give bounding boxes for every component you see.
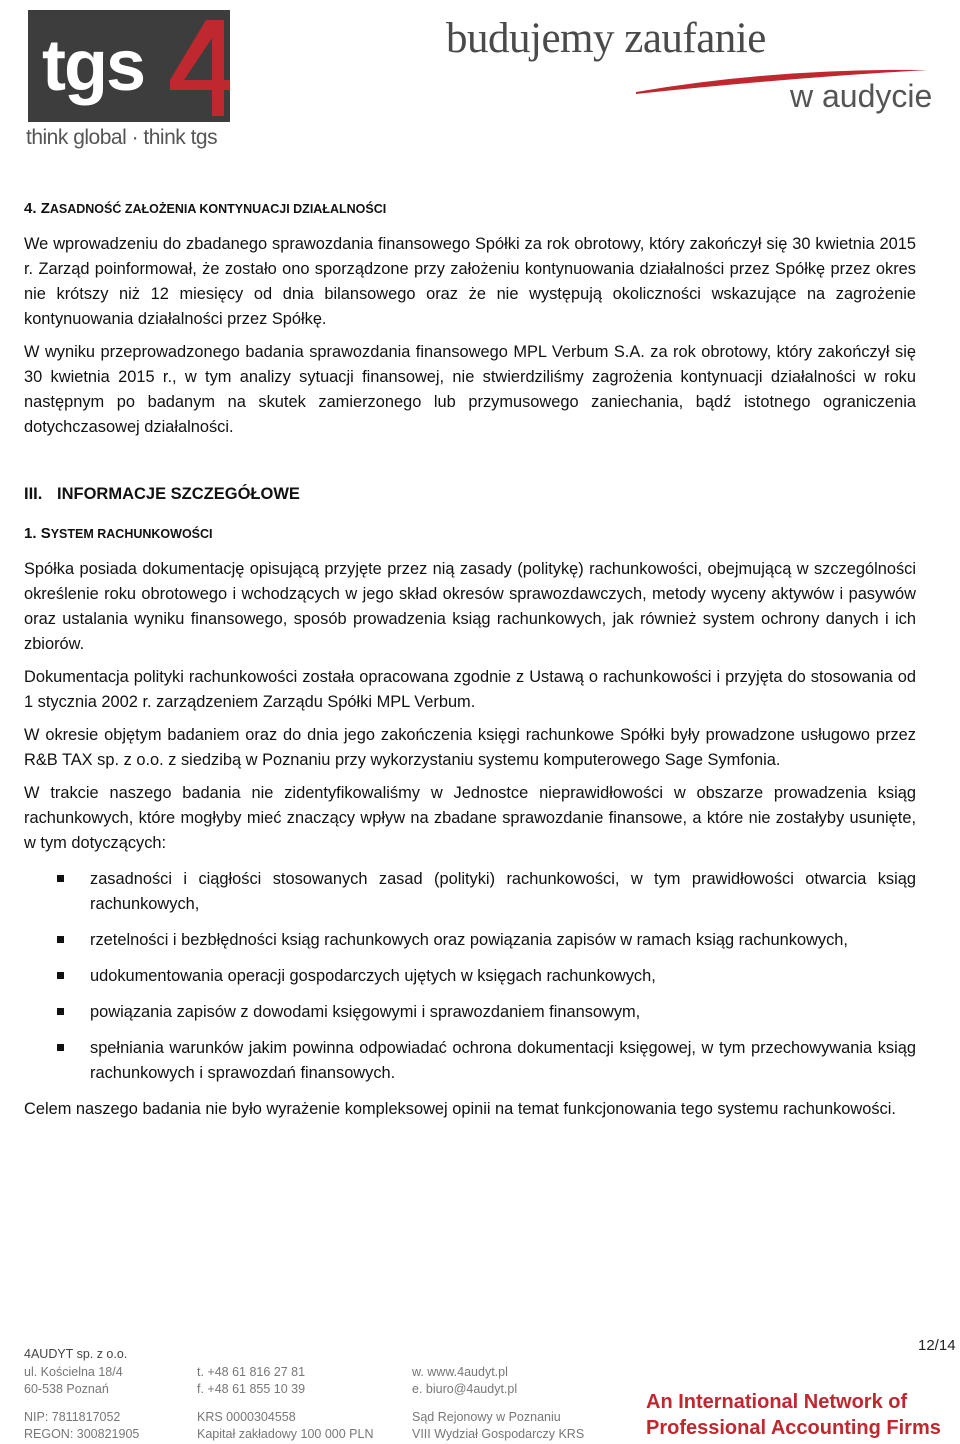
section-4-title: ASADNOŚĆ ZAŁOŻENIA KONTYNUACJI DZIAŁALNOŚCI (49, 202, 387, 216)
section-4-title-cap: Z (40, 200, 50, 217)
list-item: spełniania warunków jakim powinna odpowiadać ochrona dokumentacji księgowej, w tym przechowywania ksiąg rachunkowych i sprawozdań finansowych. (24, 1036, 916, 1086)
section-1-title: YSTEM RACHUNKOWOŚCI (50, 527, 213, 541)
section-1-paragraph-3: W okresie objętym badaniem oraz do dnia jego zakończenia księgi rachunkowe Spółki były prowadzone usługowo przez R&B TAX sp. z o.o. z siedzibą w Poznaniu przy wykorzystaniu systemu komputerowego Sage Symfonia. (24, 726, 916, 769)
logo-text: tgs (42, 26, 144, 106)
square-bullet-icon (57, 1044, 64, 1051)
section-1-paragraph-4: W trakcie naszego badania nie zidentyfikowaliśmy w Jednostce nieprawidłowości w obszarze prowadzenia ksiąg rachunkowych, które mogłyby mieć znaczący wpływ na zbadane sprawozdanie finansowe, a które nie zostałyby usunięte, w tym dotyczących: (24, 784, 916, 852)
square-bullet-icon (57, 875, 64, 882)
page-number: 12/14 (918, 1337, 956, 1354)
footer-nip: NIP: 7811817052 (24, 1410, 121, 1424)
list-item: udokumentowania operacji gospodarczych ujętych w księgach rachunkowych, (24, 964, 916, 989)
network-line-2: Professional Accounting Firms (646, 1417, 941, 1439)
section-1-paragraph-1: Spółka posiada dokumentację opisującą przyjęte przez nią zasady (politykę) rachunkowości, obejmującą w szczególności określenie roku obrotowego i wchodzących w jego skład okresów sprawozdawczych, metody wyceny aktywów i pasywów oraz ustalania wyniku finansowego, sposób prowadzenia ksiąg rachunkowych, jak również system ochrony danych i ich zbiorów. (24, 560, 916, 653)
section-3-heading: III. INFORMACJE SZCZEGÓŁOWE (24, 482, 916, 507)
footer-address-2: 60-538 Poznań (24, 1382, 109, 1396)
bullet-list (24, 867, 916, 1086)
footer-court-2: VIII Wydział Gospodarczy KRS (412, 1427, 585, 1441)
footer-krs: KRS 0000304558 (197, 1410, 296, 1424)
section-1-title-cap: S (40, 525, 51, 542)
list-item: rzetelności i bezbłędności ksiąg rachunkowych oraz powiązania zapisów w ramach ksiąg rachunkowych, (24, 928, 916, 953)
slogan-main: budujemy zaufanie (446, 15, 766, 62)
logo-tagline: think global · think tgs (26, 126, 218, 149)
footer-address-1: ul. Kościelna 18/4 (24, 1365, 123, 1379)
square-bullet-icon (57, 1008, 64, 1015)
square-bullet-icon (57, 936, 64, 943)
slogan-sub: w audycie (790, 78, 933, 114)
footer-company: 4AUDYT sp. z o.o. (24, 1347, 128, 1361)
footer-phone: t. +48 61 816 27 81 (197, 1365, 306, 1379)
footer-regon: REGON: 300821905 (24, 1427, 140, 1441)
footer-capital: Kapitał zakładowy 100 000 PLN (197, 1427, 374, 1441)
document-body (24, 196, 916, 1130)
list-item: zasadności i ciągłości stosowanych zasad (polityki) rachunkowości, w tym prawidłowości otwarcia ksiąg rachunkowych, (24, 867, 916, 917)
section-4-paragraph-2: W wyniku przeprowadzonego badania sprawozdania finansowego MPL Verbum S.A. za rok obrotowy, który zakończył się 30 kwietnia 2015 r., w tym analizy sytuacji finansowej, nie stwierdziliśmy zagrożenia kontynuacji działalności w roku następnym po badanym na skutek zamierzonego lub przymusowego zaniechania, bądź istotnego ograniczenia dotychczasowej działalności. (24, 343, 916, 436)
footer-fax: f. +48 61 855 10 39 (197, 1382, 306, 1396)
section-1-paragraph-2: Dokumentacja polityki rachunkowości została opracowana zgodnie z Ustawą o rachunkowości i przyjęta do stosowania od 1 stycznia 2002 r. zarządzeniem Zarządu Spółki MPL Verbum. (24, 668, 916, 711)
section-3-title: INFORMACJE SZCZEGÓŁOWE (57, 485, 300, 503)
section-4-heading: 4. ZASADNOŚĆ ZAŁOŻENIA KONTYNUACJI DZIAŁALNOŚCI (24, 200, 387, 217)
footer-email-link[interactable]: e. biuro@4audyt.pl (412, 1382, 518, 1396)
logo-box (28, 10, 230, 122)
section-1-paragraph-5: Celem naszego badania nie było wyrażenie kompleksowej opinii na temat funkcjonowania tego systemu rachunkowości. (24, 1100, 896, 1118)
network-line-1: An International Network of (646, 1391, 908, 1413)
logo-four-icon (166, 16, 230, 122)
square-bullet-icon (57, 972, 64, 979)
company-logo (26, 8, 236, 154)
section-1-heading: 1. SYSTEM RACHUNKOWOŚCI (24, 525, 213, 542)
footer-web-link[interactable]: w. www.4audyt.pl (412, 1365, 508, 1379)
footer-court-1: Sąd Rejonowy w Poznaniu (412, 1410, 561, 1424)
section-4-paragraph-1: We wprowadzeniu do zbadanego sprawozdania finansowego Spółki za rok obrotowy, który zakończył się 30 kwietnia 2015 r. Zarząd poinformował, że zostało ono sporządzone przy założeniu kontynuowania działalności przez Spółkę przez okres nie krótszy niż 12 miesięcy od dnia bilansowego oraz że nie występują okoliczności wskazujące na zagrożenie kontynuowania działalności przez Spółkę. (24, 235, 916, 328)
list-item: powiązania zapisów z dowodami księgowymi i sprawozdaniem finansowym, (24, 1000, 916, 1025)
